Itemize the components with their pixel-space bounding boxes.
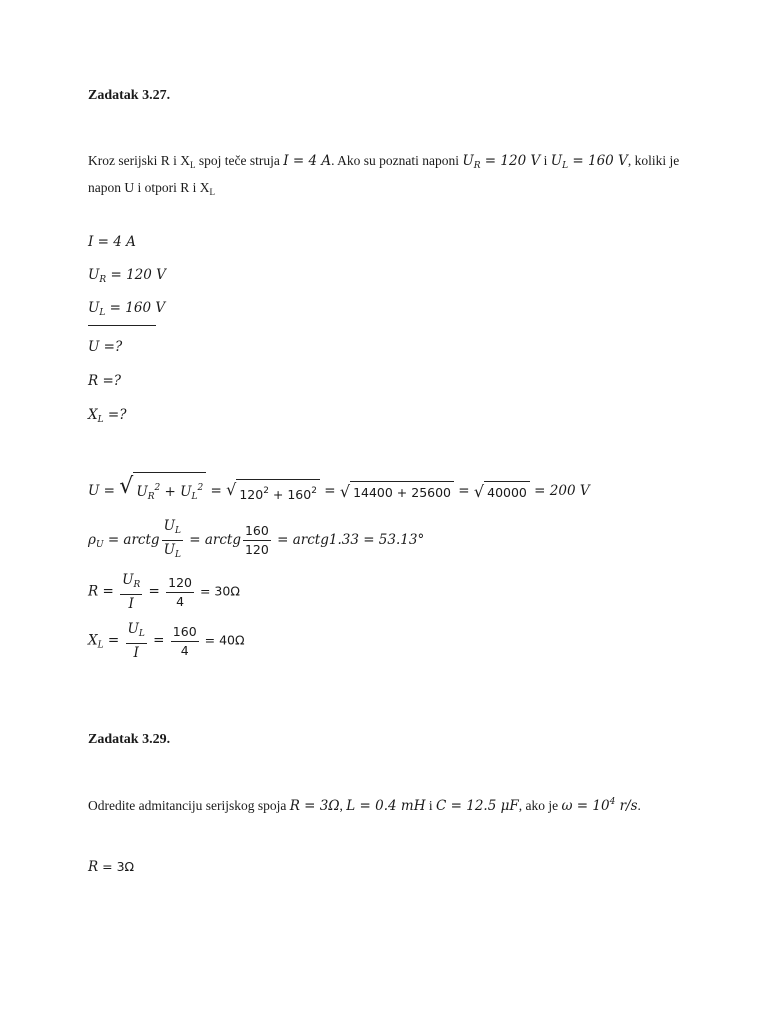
statement-text: . Ako su poznati naponi <box>331 153 463 168</box>
radical <box>119 472 206 511</box>
eq-lhs: R = <box>88 583 119 600</box>
given-ul <box>88 298 166 326</box>
fraction <box>120 572 142 612</box>
statement-text: i <box>540 153 551 168</box>
unknown-xl <box>88 405 126 430</box>
statement-sub: L <box>190 160 196 170</box>
given-ur <box>88 265 166 290</box>
statement-text: spoj teče struja <box>195 153 284 168</box>
math-current: I = 4 A <box>283 153 332 169</box>
radicand-sup: 2 <box>197 483 204 493</box>
denominator: I <box>133 645 139 661</box>
radicand <box>236 479 320 505</box>
math-sub: L <box>562 161 569 171</box>
task-3-29-heading: Zadatak 3.29. <box>88 732 171 747</box>
fraction-sub: L <box>174 550 181 560</box>
given-symbol: R <box>88 859 99 875</box>
math-ur <box>462 153 540 169</box>
sqrt-icon: √ <box>473 481 485 501</box>
statement-text: , ako je <box>518 798 562 813</box>
task-3-29-statement <box>88 792 688 817</box>
equation-voltage <box>88 472 590 511</box>
radicand-symbol: U <box>180 484 192 500</box>
given-sub: R <box>99 275 107 285</box>
math-resistance: R = 3Ω <box>289 798 340 814</box>
given-value: = 4 A <box>93 234 136 250</box>
eq-op: = <box>454 483 474 499</box>
statement-text: Kroz serijski R i X <box>88 153 190 168</box>
math-value: = 120 V <box>480 153 541 169</box>
fraction-symbol: U <box>163 518 175 534</box>
given-current <box>88 232 136 252</box>
math-value: = 160 V <box>568 153 628 169</box>
math-omega <box>561 798 637 814</box>
task-3-27-statement <box>88 150 688 203</box>
math-symbol: U <box>462 153 474 169</box>
math-inductance: L = 0.4 mH <box>346 798 426 814</box>
radicand-sup: 2 <box>154 483 161 493</box>
numerator <box>126 621 147 644</box>
given-value: = 3Ω <box>98 859 135 874</box>
eq-lhs: ρ <box>88 532 96 548</box>
math-ul <box>551 153 628 169</box>
math-unit: r/s <box>615 798 638 814</box>
fraction-sub: L <box>138 629 145 639</box>
sqrt-icon: √ <box>339 481 351 501</box>
fraction <box>126 621 147 661</box>
math-symbol: U <box>550 153 563 169</box>
fraction-symbol: U <box>163 542 175 558</box>
fraction <box>243 523 271 558</box>
radicand: 40000 <box>484 481 530 503</box>
statement-text: . <box>637 798 641 813</box>
fraction <box>166 575 194 610</box>
numerator: 160 <box>243 523 271 541</box>
eq-lhs: X <box>88 632 98 649</box>
unknown-symbol: U <box>88 339 100 355</box>
equation-resistance <box>88 572 240 612</box>
radicand-sub: R <box>147 492 155 502</box>
radical <box>340 481 454 503</box>
math-sup: 4 <box>609 797 616 807</box>
numerator <box>120 572 142 595</box>
given-value: = 160 V <box>105 300 166 316</box>
math-capacitance: C = 12.5 μF <box>436 798 519 814</box>
unknown-query: =? <box>103 407 127 423</box>
statement-text: , <box>339 798 347 813</box>
statement-text: Odredite admitanciju serijskog spoja <box>88 798 290 813</box>
unknown-symbol: X <box>88 407 98 423</box>
sqrt-icon: √ <box>226 479 237 499</box>
denominator: 4 <box>176 593 185 609</box>
given-symbol: I <box>88 234 94 250</box>
eq-op: = arctg <box>184 532 241 548</box>
denominator: I <box>128 596 134 612</box>
statement-text: , koliki je napon U i otpori R i X <box>88 153 680 195</box>
eq-op: = <box>319 483 340 499</box>
statement-sub: L <box>209 187 215 197</box>
radical <box>226 479 320 505</box>
numerator <box>162 518 183 541</box>
fraction-symbol: U <box>122 572 134 588</box>
equation-reactance <box>88 621 245 661</box>
radicand <box>133 472 206 511</box>
fraction-sub: R <box>133 580 141 590</box>
eq-op: = <box>144 583 165 600</box>
fraction-symbol: U <box>127 621 139 637</box>
radicand-number: 120 <box>239 486 264 502</box>
radicand-sup: 2 <box>263 485 269 496</box>
radicand-symbol: U <box>136 484 148 500</box>
given-symbol: U <box>88 300 100 316</box>
eq-result: = 40Ω <box>200 632 245 648</box>
unknown-query: =? <box>99 339 123 355</box>
denominator: 4 <box>180 642 189 658</box>
given-underlined <box>88 298 166 326</box>
radicand-sub: L <box>191 492 198 502</box>
radicand-op: + <box>160 484 181 500</box>
unknown-query: =? <box>98 373 122 389</box>
fraction <box>162 518 183 563</box>
eq-op: = <box>148 632 169 649</box>
radicand-sup: 2 <box>311 485 317 496</box>
radicand-number: 160 <box>287 486 312 502</box>
eq-result: = arctg1.33 = 53.13° <box>272 532 425 548</box>
radical <box>474 481 530 503</box>
unknown-symbol: R <box>88 373 99 389</box>
eq-lhs: U = <box>88 483 120 499</box>
numerator: 160 <box>171 624 199 642</box>
equation-phase <box>88 518 424 563</box>
unknown-sub: L <box>97 415 104 425</box>
denominator <box>162 541 183 563</box>
eq-op: = <box>206 483 227 499</box>
numerator: 120 <box>166 575 194 593</box>
radicand: 14400 + 25600 <box>350 481 454 503</box>
given-value: = 120 V <box>106 267 166 283</box>
denominator: 120 <box>244 542 269 557</box>
radicand-op: + <box>268 486 288 502</box>
unknown-u <box>88 337 122 357</box>
eq-op: = arctg <box>103 532 160 548</box>
eq-result: = 30Ω <box>196 583 240 599</box>
sqrt-icon: √ <box>119 474 134 499</box>
given-sub: L <box>99 308 106 318</box>
statement-text: i <box>425 798 437 813</box>
given-symbol: U <box>88 267 100 283</box>
fraction-sub: L <box>174 526 181 536</box>
task-3-27-heading: Zadatak 3.27. <box>88 88 171 103</box>
math-sub: R <box>473 161 481 171</box>
eq-op: = <box>103 632 124 649</box>
fraction <box>171 624 199 659</box>
math-symbol: ω = 10 <box>561 798 610 814</box>
eq-result: = 200 V <box>529 483 590 499</box>
given-resistance-2 <box>88 857 134 877</box>
unknown-r <box>88 371 121 391</box>
eq-lhs-sub: L <box>97 640 104 651</box>
eq-lhs-sub: U <box>95 540 104 550</box>
